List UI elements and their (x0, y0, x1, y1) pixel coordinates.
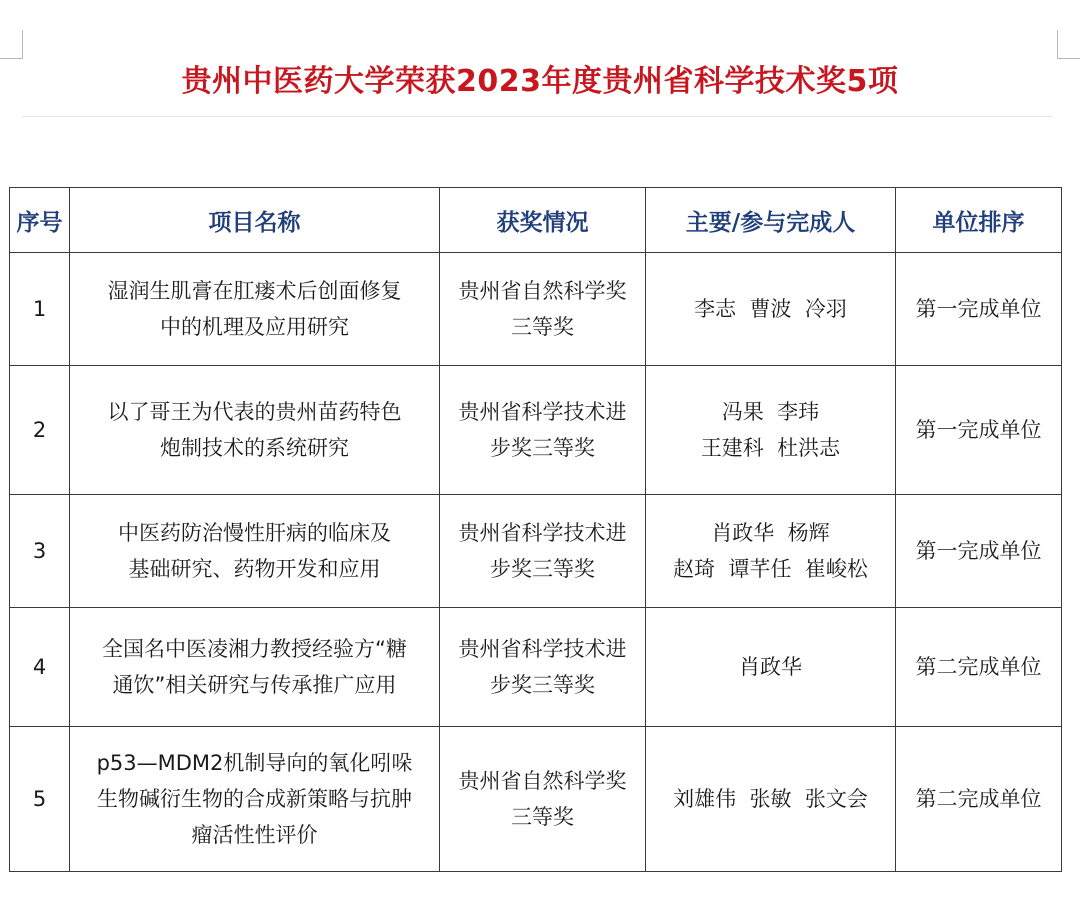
unit-rank-cell: 第二完成单位 (896, 727, 1062, 872)
project-name-line: 通饮”相关研究与传承推广应用 (112, 673, 397, 697)
award-cell (440, 366, 646, 495)
unit-rank-cell: 第二完成单位 (896, 608, 1062, 727)
people-cell (646, 366, 896, 495)
people-line: 王建科 杜洪志 (700, 436, 841, 460)
row-index: 3 (10, 495, 70, 608)
project-name-line: 基础研究、药物开发和应用 (128, 557, 381, 581)
award-line: 贵州省自然科学奖 (458, 279, 627, 303)
award-line: 三等奖 (511, 805, 574, 829)
unit-rank-cell: 第一完成单位 (896, 253, 1062, 366)
corner-mark-top-left (0, 30, 23, 59)
project-name-line: 中医药防治慢性肝病的临床及 (118, 521, 391, 545)
project-name-cell (70, 253, 440, 366)
row-index: 2 (10, 366, 70, 495)
title-divider (22, 116, 1052, 117)
people-cell (646, 608, 896, 727)
corner-mark-top-right (1057, 30, 1080, 59)
people-line: 肖政华 (739, 655, 802, 679)
project-name-line: 以了哥王为代表的贵州苗药特色 (107, 400, 402, 424)
row-index: 4 (10, 608, 70, 727)
project-name-line: p53—MDM2机制导向的氧化吲哚 (96, 751, 413, 775)
award-cell (440, 608, 646, 727)
award-line: 贵州省科学技术进 (458, 521, 627, 545)
document-title: 贵州中医药大学荣获2023年度贵州省科学技术奖5项 (181, 64, 899, 99)
project-name-cell (70, 727, 440, 872)
table-row (10, 495, 1062, 608)
unit-rank-cell: 第一完成单位 (896, 366, 1062, 495)
award-line: 贵州省科学技术进 (458, 637, 627, 661)
table-header-row (10, 188, 1062, 253)
table-row (10, 253, 1062, 366)
project-name-line: 中的机理及应用研究 (160, 315, 349, 339)
header-project-name: 项目名称 (70, 188, 440, 253)
project-name-cell (70, 608, 440, 727)
award-line: 贵州省科学技术进 (458, 400, 627, 424)
project-name-line: 炮制技术的系统研究 (160, 436, 349, 460)
project-name-line: 瘤活性性评价 (191, 823, 318, 847)
award-line: 贵州省自然科学奖 (458, 769, 627, 793)
people-line: 刘雄伟 张敏 张文会 (673, 787, 868, 811)
award-line: 步奖三等奖 (490, 673, 595, 697)
people-line: 冯果 李玮 (721, 400, 820, 424)
people-cell (646, 495, 896, 608)
row-index: 1 (10, 253, 70, 366)
award-line: 步奖三等奖 (490, 436, 595, 460)
table-row (10, 727, 1062, 872)
project-name-line: 全国名中医凌湘力教授经验方“糖 (102, 637, 407, 661)
project-name-cell (70, 366, 440, 495)
header-index: 序号 (10, 188, 70, 253)
awards-table (9, 187, 1062, 872)
project-name-line: 湿润生肌膏在肛瘘术后创面修复 (107, 279, 402, 303)
award-line: 步奖三等奖 (490, 557, 595, 581)
award-cell (440, 495, 646, 608)
award-cell (440, 727, 646, 872)
project-name-line: 生物碱衍生物的合成新策略与抗肿 (97, 787, 412, 811)
people-cell (646, 253, 896, 366)
people-line: 李志 曹波 冷羽 (694, 297, 847, 321)
table-row (10, 366, 1062, 495)
people-line: 赵琦 谭芊任 崔峻松 (673, 557, 868, 581)
header-people: 主要/参与完成人 (646, 188, 896, 253)
award-line: 三等奖 (511, 315, 574, 339)
header-award: 获奖情况 (440, 188, 646, 253)
table-row (10, 608, 1062, 727)
people-cell (646, 727, 896, 872)
award-cell (440, 253, 646, 366)
unit-rank-cell: 第一完成单位 (896, 495, 1062, 608)
header-unit-rank: 单位排序 (896, 188, 1062, 253)
people-line: 肖政华 杨辉 (711, 521, 830, 545)
project-name-cell (70, 495, 440, 608)
row-index: 5 (10, 727, 70, 872)
